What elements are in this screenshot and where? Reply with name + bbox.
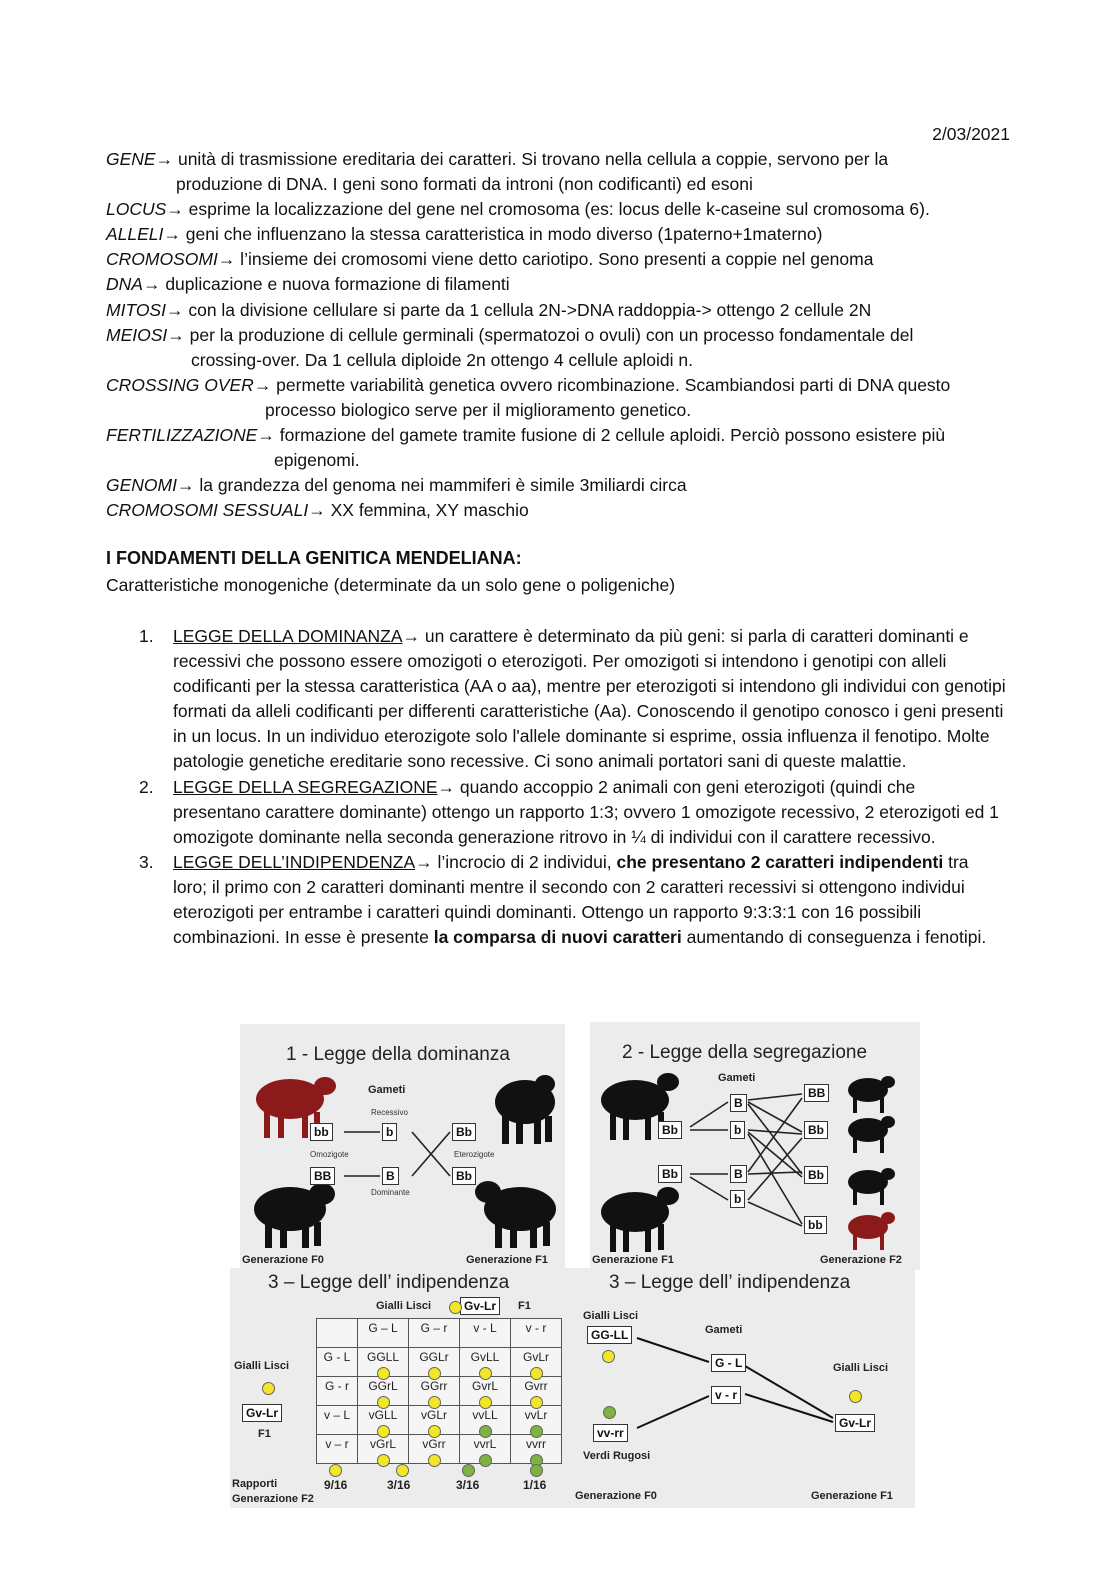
segregation-arrows xyxy=(690,1094,802,1226)
law-item xyxy=(106,850,1006,950)
panel-title: 3 – Legge dell’ indipendenza xyxy=(609,1272,851,1293)
punnett-col-header: G – r xyxy=(409,1319,460,1348)
definitions-list xyxy=(106,147,1006,523)
panel-dominanza xyxy=(240,1024,565,1270)
law-text: aumentando di conseguenza i fenotipi. xyxy=(681,927,987,948)
dominante-label: Dominante xyxy=(371,1188,410,1197)
definition-text: XX femmina, XY maschio xyxy=(325,500,529,521)
definition-text: per la produzione di cellule germinali (spermatozoi o ovuli) con un processo fondamentale del xyxy=(184,324,914,345)
genotype-box: Gv-Lr xyxy=(835,1414,875,1432)
law-text: tra loro; il primo con 2 caratteri dominanti mentre il secondo con 2 caratteri recessivi si ottengono individui eterozigoti per entrambe i caratteri quindi dominanti. Ottengo un rapporto 9:3:3:1 con 16 possibili combinazioni. In esse è presente xyxy=(173,851,969,948)
definition-text: esprime la localizzazione del gene nel cromosoma (es: locus delle k-caseine sul cromosoma 6). xyxy=(183,199,930,220)
punnett-cell xyxy=(409,1406,460,1435)
definition-item xyxy=(106,373,1006,423)
arrow-icon: → xyxy=(167,324,185,345)
punnett-row xyxy=(317,1377,562,1406)
arrow-icon: → xyxy=(257,425,275,446)
genotype-box: BB xyxy=(310,1167,335,1185)
genotype-text: GGrL xyxy=(368,1379,398,1393)
definition-term: GENE xyxy=(106,149,156,169)
definition-continuation: produzione di DNA. I geni sono formati da introni (non codificanti) ed esoni xyxy=(176,174,753,195)
f1-label: F1 xyxy=(258,1428,271,1440)
definition-text: con la divisione cellulare si parte da 1 cellula 2N->DNA raddoppia-> ottengo 2 cellule 2N xyxy=(183,299,872,320)
punnett-cell xyxy=(511,1377,562,1406)
pea-icon xyxy=(479,1454,492,1467)
punnett-col-header: v - L xyxy=(460,1319,511,1348)
generation-label: Generazione F2 xyxy=(232,1493,314,1505)
punnett-row-header: v – L xyxy=(317,1406,358,1435)
punnett-square xyxy=(316,1318,562,1464)
genotype-text: vvrr xyxy=(526,1437,546,1451)
green-pea-icon xyxy=(462,1464,475,1477)
definition-item xyxy=(106,323,1006,373)
genotype-text: vGLr xyxy=(420,1408,447,1422)
genotype-box: bb xyxy=(310,1123,333,1141)
punnett-cell xyxy=(511,1348,562,1377)
verdi-rugosi-label: Verdi Rugosi xyxy=(583,1450,651,1462)
gamete-box: G - L xyxy=(711,1354,746,1372)
genotype-box: vv-rr xyxy=(593,1424,628,1442)
punnett-cell xyxy=(460,1406,511,1435)
panel-title: 2 - Legge della segregazione xyxy=(622,1042,868,1063)
punnett-row xyxy=(317,1435,562,1464)
generation-label: Generazione F1 xyxy=(592,1254,674,1266)
generation-label: Generazione F1 xyxy=(811,1490,893,1502)
genotype-box: Bb xyxy=(804,1166,828,1184)
genotype-text: GGLL xyxy=(366,1350,399,1364)
genotype-box: bb xyxy=(804,1216,827,1234)
law-name: LEGGE DELL’INDIPENDENZA xyxy=(173,851,416,872)
definition-item xyxy=(106,247,1006,272)
arrow-icon: → xyxy=(402,626,421,646)
punnett-cell xyxy=(358,1348,409,1377)
punnett-col-header: v - r xyxy=(511,1319,562,1348)
definition-term: FERTILIZZAZIONE xyxy=(106,425,258,446)
arrow-icon: → xyxy=(176,475,195,496)
gamete-box: B xyxy=(382,1167,399,1185)
generation-label: Generazione F0 xyxy=(242,1254,324,1266)
yellow-wrinkled-pea-icon xyxy=(396,1464,409,1477)
gialli-lisci-label: Gialli Lisci xyxy=(234,1360,290,1372)
yellow-pea-icon xyxy=(449,1301,462,1314)
genotype-box: Bb xyxy=(452,1167,476,1185)
genotype-text: GvrL xyxy=(471,1379,498,1393)
punnett-cell xyxy=(358,1377,409,1406)
genotype-text: Gvrr xyxy=(524,1379,548,1393)
ratio-label: 9/16 xyxy=(324,1478,348,1492)
definition-term: CROMOSOMI SESSUALI xyxy=(106,500,309,521)
definition-item xyxy=(106,272,1006,297)
definition-continuation: processo biologico serve per il miglioramento genetico. xyxy=(265,399,692,420)
eterozigote-label: Eterozigote xyxy=(454,1150,495,1159)
law-name: LEGGE DELLA DOMINANZA xyxy=(173,626,403,646)
arrow-icon: → xyxy=(415,851,433,872)
gialli-lisci-label: Gialli Lisci xyxy=(833,1362,889,1374)
panel-indipendenza-gameti xyxy=(575,1268,915,1508)
mendel-laws-figure xyxy=(230,1022,920,1508)
pea-icon xyxy=(428,1454,441,1467)
definition-continuation: epigenomi. xyxy=(274,450,360,471)
definition-item xyxy=(106,498,1006,523)
definition-item xyxy=(106,197,1006,222)
genotype-box: GG-LL xyxy=(587,1326,632,1344)
gamete-box: B xyxy=(730,1165,747,1183)
punnett-cell xyxy=(409,1348,460,1377)
gamete-arrows xyxy=(637,1338,833,1428)
arrow-icon: → xyxy=(163,224,181,245)
rapporti-label: Rapporti xyxy=(232,1478,278,1490)
generation-label: Generazione F1 xyxy=(466,1254,548,1266)
law-number: 2. xyxy=(139,776,154,797)
law-emphasis: la comparsa di nuovi caratteri xyxy=(433,927,682,948)
punnett-cell xyxy=(511,1435,562,1464)
definition-item xyxy=(106,423,1006,473)
gamete-box: v - r xyxy=(711,1386,741,1404)
gamete-box: b xyxy=(382,1123,397,1141)
law-emphasis: che presentano 2 caratteri indipendenti xyxy=(616,851,944,872)
arrow-icon: → xyxy=(437,776,456,797)
gameti-label: Gameti xyxy=(368,1084,406,1096)
definition-text: la grandezza del genoma nei mammiferi è simile 3miliardi circa xyxy=(194,475,687,496)
genotype-text: vvLL xyxy=(472,1408,498,1422)
genotype-box: Bb xyxy=(658,1121,682,1139)
cow-red-icon xyxy=(848,1212,895,1250)
punnett-col-header: G – L xyxy=(358,1319,409,1348)
definition-term: CROMOSOMI xyxy=(106,249,218,270)
definition-term: MEIOSI xyxy=(106,324,168,345)
law-text: un carattere è determinato da più geni: si parla di caratteri dominanti e recessivi che possono essere omozigoti o eterozigoti. Per omozigoti si intendono i genotipi con alleli codificanti per la stessa caratteristica (AA o aa), mentre per eterozigoti si intendono gli individui con genotipi formati da alleli codificanti per differenti caratteristiche (Aa). Conoscendo il genotipo conosco i geni presenti in un locus. In un individuo eterozigote solo l'allele dominante si esprime, ossia influenza il fenotipo. Molte patologie genetiche ereditarie sono recessive. Ci sono animali portatori sani di queste malattie. xyxy=(173,626,1006,772)
generation-label: Generazione F2 xyxy=(820,1254,902,1266)
law-number: 3. xyxy=(139,851,154,872)
punnett-row-header: G - L xyxy=(317,1348,358,1377)
genotype-box: Bb xyxy=(452,1123,476,1141)
punnett-row-header: v – r xyxy=(317,1435,358,1464)
ratio-label: 3/16 xyxy=(387,1478,411,1492)
definition-term: MITOSI xyxy=(106,299,166,320)
punnett-cell xyxy=(460,1377,511,1406)
definition-term: ALLELI xyxy=(106,224,164,245)
gamete-box: b xyxy=(730,1190,745,1208)
definition-text: formazione del gamete tramite fusione di 2 cellule aploidi. Perciò possono esistere più xyxy=(274,425,946,446)
genotype-box: BB xyxy=(804,1084,829,1102)
green-wrinkled-pea-icon xyxy=(603,1406,616,1419)
punnett-cell xyxy=(409,1377,460,1406)
arrow-icon: → xyxy=(155,149,174,169)
genotype-text: vGrr xyxy=(422,1437,446,1451)
omozigote-label: Omozigote xyxy=(310,1150,349,1159)
genotype-text: vGLL xyxy=(368,1408,398,1422)
law-item xyxy=(106,775,1006,850)
arrow-icon: → xyxy=(253,374,272,395)
arrow-icon: → xyxy=(308,500,326,521)
genotype-text: vvLr xyxy=(524,1408,548,1422)
definition-term: DNA xyxy=(106,274,143,295)
section-title: I FONDAMENTI DELLA GENITICA MENDELIANA: xyxy=(106,548,522,568)
punnett-row xyxy=(317,1348,562,1377)
arrow-icon: → xyxy=(165,299,184,320)
law-name: LEGGE DELLA SEGREGAZIONE xyxy=(173,776,438,797)
arrow-icon: → xyxy=(142,274,161,295)
punnett-cell xyxy=(460,1435,511,1464)
definition-item xyxy=(106,473,1006,498)
genotype-text: GGLr xyxy=(419,1350,449,1364)
gialli-lisci-label: Gialli Lisci xyxy=(583,1310,639,1322)
panel-title: 3 – Legge dell’ indipendenza xyxy=(268,1272,510,1293)
arrow-icon: → xyxy=(166,199,184,220)
definition-term: CROSSING OVER xyxy=(106,374,254,395)
definition-text: unità di trasmissione ereditaria dei caratteri. Si trovano nella cellula a coppie, servono per la xyxy=(173,149,889,169)
law-number: 1. xyxy=(139,626,154,646)
definition-text: l’insieme dei cromosomi viene detto cariotipo. Sono presenti a coppie nel genoma xyxy=(235,249,874,270)
panel-indipendenza-punnett xyxy=(230,1268,575,1508)
green-wrinkled-pea-icon xyxy=(530,1464,543,1477)
yellow-pea-icon xyxy=(602,1350,615,1363)
gamete-box: B xyxy=(730,1094,747,1112)
law-text: l’incrocio di 2 individui, xyxy=(432,851,617,872)
definition-continuation: crossing-over. Da 1 cellula diploide 2n ottengo 4 cellule aploidi n. xyxy=(191,349,693,370)
punnett-row-header: G - r xyxy=(317,1377,358,1406)
yellow-pea-icon xyxy=(849,1390,862,1403)
f1-label: F1 xyxy=(518,1300,531,1312)
punnett-header-row xyxy=(317,1319,562,1348)
gialli-lisci-label: Gialli Lisci xyxy=(376,1300,432,1312)
genotype-box: Bb xyxy=(658,1165,682,1183)
genotype-text: vvrL xyxy=(473,1437,497,1451)
punnett-cell xyxy=(511,1406,562,1435)
generation-label: Generazione F0 xyxy=(575,1490,657,1502)
definition-item xyxy=(106,222,1006,247)
definition-text: duplicazione e nuova formazione di filamenti xyxy=(160,274,510,295)
genotype-box: Bb xyxy=(804,1121,828,1139)
genotype-text: vGrL xyxy=(369,1437,396,1451)
punnett-corner xyxy=(317,1319,358,1348)
genotype-text: GGrr xyxy=(420,1379,448,1393)
panel-indipendenza-art xyxy=(575,1268,915,1508)
law-item xyxy=(106,624,1006,775)
genotype-box: Gv-Lr xyxy=(460,1297,500,1315)
arrow-icon: → xyxy=(217,249,236,270)
punnett-cell xyxy=(358,1406,409,1435)
punnett-cell xyxy=(409,1435,460,1464)
panel-title: 1 - Legge della dominanza xyxy=(286,1044,510,1065)
document-date: 2/03/2021 xyxy=(932,124,1010,144)
definition-text: geni che influenzano la stessa caratteristica in modo diverso (1paterno+1materno) xyxy=(180,224,823,245)
definition-term: LOCUS xyxy=(106,199,167,220)
section-subtitle: Caratteristiche monogeniche (determinate da un solo gene o poligeniche) xyxy=(106,575,676,595)
yellow-pea-icon xyxy=(329,1464,342,1477)
law-text: quando accoppio 2 animali con geni eterozigoti (quindi che presentano carattere dominante) ottengo un rapporto 1:3; ovvero 1 omozigote recessivo, 2 eterozigoti ed 1 omozigote dominante nella seconda generazione ritrovo in ¼ di individui con il carattere recessivo. xyxy=(173,776,999,847)
punnett-row xyxy=(317,1406,562,1435)
recessivo-label: Recessivo xyxy=(371,1108,408,1117)
punnett-cell xyxy=(358,1435,409,1464)
definition-term: GENOMI xyxy=(106,475,177,496)
ratio-label: 1/16 xyxy=(523,1478,547,1492)
definition-item xyxy=(106,147,1006,197)
gamete-box: b xyxy=(730,1121,745,1139)
gameti-label: Gameti xyxy=(705,1324,743,1336)
yellow-pea-icon xyxy=(262,1382,275,1395)
genotype-text: GvLr xyxy=(522,1350,549,1364)
gameti-label: Gameti xyxy=(718,1072,756,1084)
pea-icon xyxy=(377,1454,390,1467)
genotype-box: Gv-Lr xyxy=(242,1404,282,1422)
genotype-text: GvLL xyxy=(470,1350,500,1364)
laws-list xyxy=(106,624,1006,950)
punnett-cell xyxy=(460,1348,511,1377)
definition-text: permette variabilità genetica ovvero ricombinazione. Scambiandosi parti di DNA questo xyxy=(271,374,951,395)
panel-segregazione xyxy=(590,1022,920,1270)
definition-item xyxy=(106,298,1006,323)
ratio-label: 3/16 xyxy=(456,1478,480,1492)
